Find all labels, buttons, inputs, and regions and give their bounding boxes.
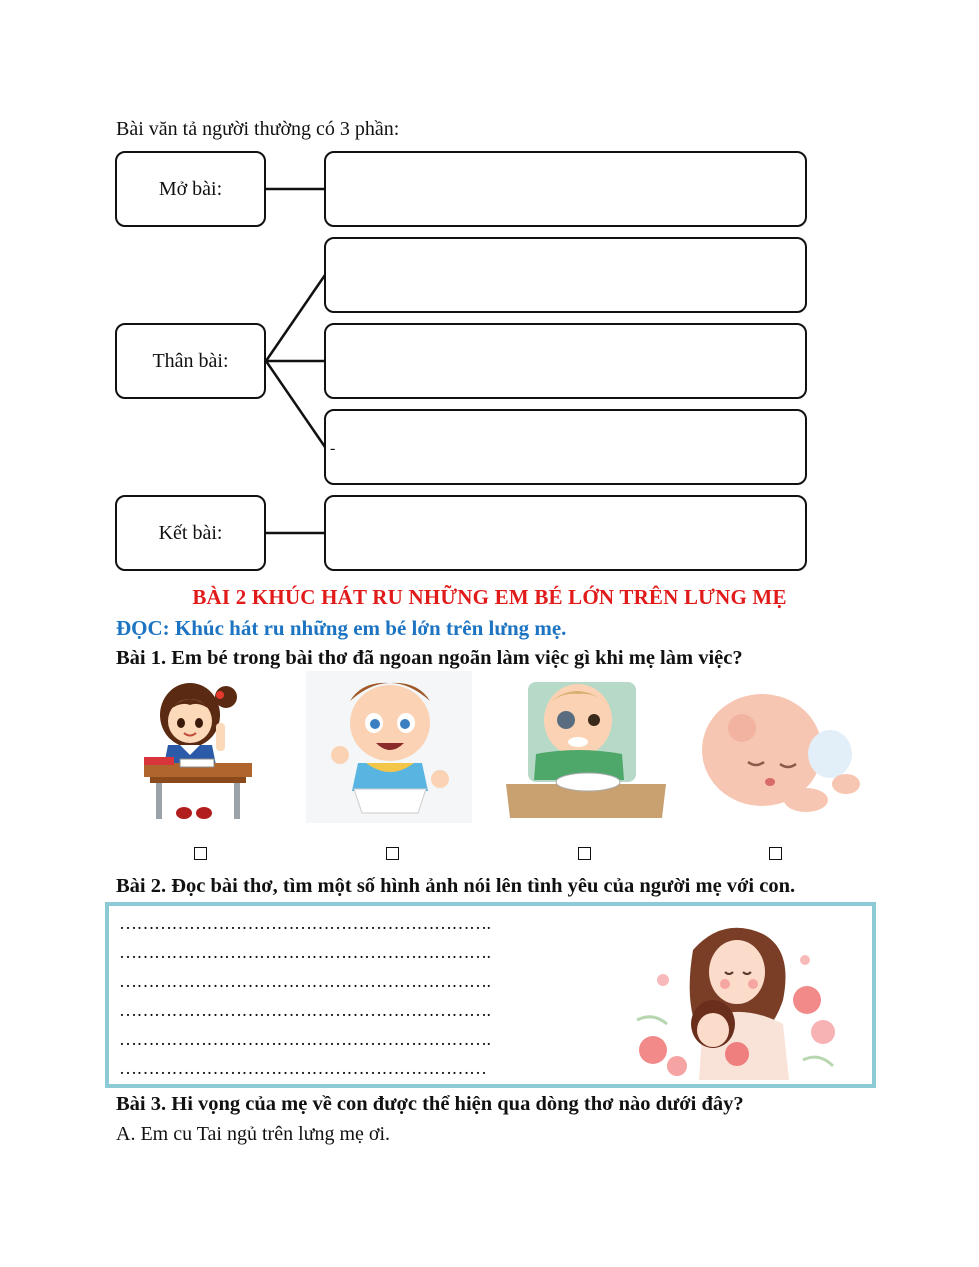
baby-eating-porridge-image (506, 676, 666, 822)
than-bai-answer-box-3[interactable] (324, 409, 807, 485)
question-1: Bài 1. Em bé trong bài thơ đã ngoan ngoãn làm việc gì khi mẹ làm việc? (116, 647, 743, 669)
mother-child-image (633, 920, 843, 1080)
ket-bai-label-box (115, 495, 266, 571)
answer-line[interactable]: ………………………………………………………. (119, 1029, 491, 1049)
connector-than-bai-1 (266, 275, 325, 361)
checkbox-option-3[interactable] (578, 847, 591, 860)
mo-bai-label: Mở bài: (158, 177, 223, 200)
than-bai-label-box (115, 323, 266, 399)
than-bai-label: Thân bài: (152, 349, 229, 372)
mo-bai-answer-box[interactable] (324, 151, 807, 227)
baby-waving-image (306, 671, 472, 823)
ket-bai-label: Kết bài: (158, 521, 223, 544)
answer-line[interactable]: ……………………………………………………… (119, 1058, 487, 1078)
intro-text: Bài văn tả người thường có 3 phần: (116, 118, 400, 140)
mo-bai-label-box (115, 151, 266, 227)
ket-bai-answer-box[interactable] (324, 495, 807, 571)
checkbox-option-4[interactable] (769, 847, 782, 860)
answer-line[interactable]: ………………………………………………………. (119, 913, 491, 933)
than-bai-answer-box-1[interactable] (324, 237, 807, 313)
girl-writing-at-desk-image (140, 675, 252, 825)
lesson-title: BÀI 2 KHÚC HÁT RU NHỮNG EM BÉ LỚN TRÊN LƯNG MẸ (192, 585, 787, 609)
than-bai-answer-box-2[interactable] (324, 323, 807, 399)
answer-frame (105, 902, 876, 1088)
connector-than-bai-3 (266, 361, 325, 447)
question-2: Bài 2. Đọc bài thơ, tìm một số hình ảnh nói lên tình yêu của người mẹ với con. (116, 875, 796, 897)
checkbox-option-1[interactable] (194, 847, 207, 860)
baby-sleeping-image (698, 680, 863, 818)
checkbox-option-2[interactable] (386, 847, 399, 860)
answer-line[interactable]: ………………………………………………………. (119, 971, 491, 991)
question-3: Bài 3. Hi vọng của mẹ về con được thể hiện qua dòng thơ nào dưới đây? (116, 1093, 744, 1115)
answer-line[interactable]: ………………………………………………………. (119, 942, 491, 962)
answer-line[interactable]: ………………………………………………………. (119, 1000, 491, 1020)
reading-heading: ĐỌC: Khúc hát ru những em bé lớn trên lưng mẹ. (116, 616, 567, 640)
option-a[interactable]: A. Em cu Tai ngủ trên lưng mẹ ơi. (116, 1123, 391, 1145)
dash-mark: - (330, 440, 336, 457)
